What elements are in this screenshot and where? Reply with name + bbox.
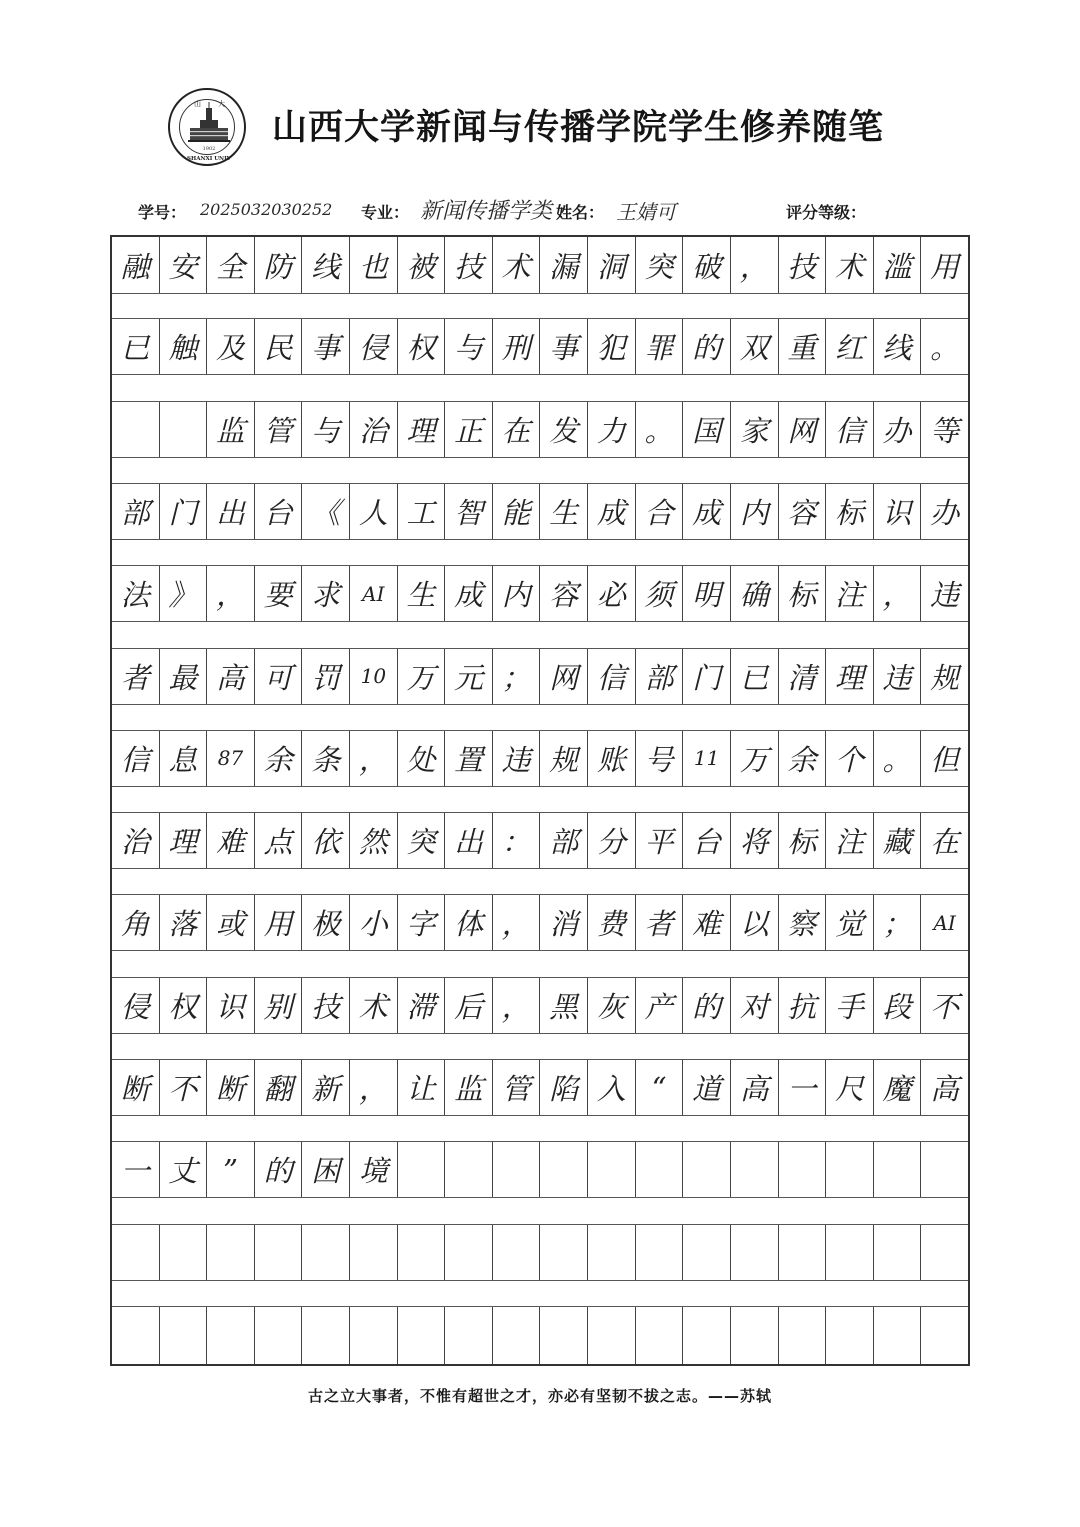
grid-cell[interactable] [398, 1225, 446, 1280]
grid-cell[interactable] [921, 1142, 968, 1197]
grid-row [112, 1306, 968, 1364]
grid-row [112, 894, 968, 951]
grid-cell[interactable]: 确 [731, 566, 779, 621]
grid-cell[interactable]: 事 [540, 319, 588, 374]
grid-cell[interactable]: 一 [779, 1060, 827, 1115]
grid-cell[interactable]: 已 [112, 319, 160, 374]
grid-cell[interactable]: 人 [350, 484, 398, 539]
grid-cell[interactable]: 罚 [302, 649, 350, 704]
major-label: 专业： [361, 203, 410, 222]
grid-row [112, 401, 968, 458]
grid-cell[interactable]: 。 [930, 331, 960, 366]
grid-cell[interactable]: 87 [207, 731, 255, 786]
grid-cell[interactable]: 理 [160, 813, 208, 868]
grid-cell[interactable]: 合 [636, 484, 684, 539]
grid-cell[interactable]: ； [493, 649, 541, 704]
grid-cell[interactable] [540, 1225, 588, 1280]
grid-cell[interactable] [588, 1225, 636, 1280]
grid-cell[interactable]: 。 [874, 731, 922, 786]
grid-cell[interactable]: 罪 [636, 319, 684, 374]
grid-cell[interactable]: 藏 [874, 813, 922, 868]
grid-row [112, 565, 968, 622]
grid-cell[interactable]: 全 [207, 237, 255, 293]
grid-cell[interactable]: 突 [636, 237, 684, 293]
writing-grid [110, 235, 970, 1366]
grid-cell[interactable] [921, 1307, 968, 1364]
grid-cell[interactable]: 角 [112, 895, 160, 950]
grid-cell[interactable]: 条 [302, 731, 350, 786]
grid-cell[interactable]: 滞 [398, 978, 446, 1033]
grid-cell[interactable]: ， [207, 566, 255, 621]
grid-cell[interactable]: “ [636, 1060, 684, 1115]
grid-cell[interactable]: 工 [398, 484, 446, 539]
grid-cell[interactable]: 识 [874, 484, 922, 539]
grid-cell[interactable]: 黑 [540, 978, 588, 1033]
grid-cell[interactable] [493, 1307, 541, 1364]
grid-cell[interactable]: 也 [350, 237, 398, 293]
grid-cell[interactable]: 部 [112, 484, 160, 539]
grid-cell[interactable] [112, 1307, 160, 1364]
major-field[interactable]: 新闻传播学类 [420, 199, 553, 224]
grid-cell[interactable]: 技 [779, 237, 827, 293]
grid-cell[interactable]: 门 [683, 649, 731, 704]
grid-cell[interactable] [636, 1142, 684, 1197]
grid-cell[interactable]: 内 [493, 566, 541, 621]
grid-cell[interactable]: 万 [398, 649, 446, 704]
grid-cell[interactable]: 别 [255, 978, 303, 1033]
grid-cell[interactable] [160, 1225, 208, 1280]
grid-cell[interactable]: 新 [302, 1060, 350, 1115]
grid-cell[interactable]: 但 [930, 742, 960, 777]
grid-cell[interactable] [636, 1225, 684, 1280]
grid-cell[interactable]: 平 [636, 813, 684, 868]
grid-cell[interactable]: 办 [874, 402, 922, 457]
grid-cell[interactable] [207, 1307, 255, 1364]
grid-cell[interactable] [160, 402, 208, 457]
grid-cell[interactable]: 权 [398, 319, 446, 374]
grid-cell[interactable]: 注 [826, 813, 874, 868]
grid-cell[interactable]: 管 [493, 1060, 541, 1115]
grid-cell[interactable] [302, 1307, 350, 1364]
grid-cell[interactable]: 监 [445, 1060, 493, 1115]
grid-cell[interactable] [445, 1142, 493, 1197]
grid-cell[interactable] [874, 1307, 922, 1364]
grid-cell[interactable]: 可 [255, 649, 303, 704]
grid-cell[interactable]: 灰 [588, 978, 636, 1033]
grid-cell[interactable]: 办 [930, 495, 960, 530]
grid-cell[interactable]: 不 [930, 989, 960, 1024]
grid-cell[interactable]: 》 [160, 566, 208, 621]
grid-cell[interactable]: 部 [540, 813, 588, 868]
grid-cell[interactable] [112, 1225, 160, 1280]
grid-row [112, 483, 968, 540]
grid-cell[interactable]: 小 [350, 895, 398, 950]
grid-cell[interactable]: 容 [540, 566, 588, 621]
university-logo [168, 88, 246, 166]
grid-cell[interactable]: ： [493, 813, 541, 868]
grid-cell[interactable] [921, 1225, 968, 1280]
grid-cell[interactable]: 点 [255, 813, 303, 868]
grid-cell[interactable]: 或 [207, 895, 255, 950]
grid-cell[interactable]: 治 [112, 813, 160, 868]
grid-cell[interactable]: ， [350, 1060, 398, 1115]
grid-cell[interactable] [826, 1225, 874, 1280]
grid-cell[interactable] [398, 1142, 446, 1197]
grid-cell[interactable]: 用 [930, 249, 960, 284]
grid-cell[interactable]: 信 [588, 649, 636, 704]
grid-cell[interactable]: 事 [302, 319, 350, 374]
grid-cell[interactable]: 高 [207, 649, 255, 704]
grid-cell[interactable]: 技 [445, 237, 493, 293]
grid-cell[interactable]: 将 [731, 813, 779, 868]
grid-cell[interactable]: 抗 [779, 978, 827, 1033]
grid-cell[interactable]: 出 [207, 484, 255, 539]
grid-cell[interactable]: 标 [826, 484, 874, 539]
grid-cell[interactable]: 网 [779, 402, 827, 457]
grid-cell[interactable]: 陷 [540, 1060, 588, 1115]
grid-cell[interactable]: 难 [683, 895, 731, 950]
grid-cell[interactable] [588, 1307, 636, 1364]
grid-cell[interactable]: 发 [540, 402, 588, 457]
grid-cell[interactable]: 线 [874, 319, 922, 374]
grid-cell[interactable]: 余 [779, 731, 827, 786]
grid-cell[interactable]: 网 [540, 649, 588, 704]
grid-cell[interactable]: 须 [636, 566, 684, 621]
grid-cell[interactable] [826, 1142, 874, 1197]
grid-cell[interactable] [493, 1225, 541, 1280]
building-icon [170, 90, 248, 168]
grid-cell[interactable] [779, 1142, 827, 1197]
grid-cell[interactable]: 突 [398, 813, 446, 868]
grid-cell[interactable]: 最 [160, 649, 208, 704]
grid-cell[interactable] [350, 1225, 398, 1280]
grid-cell[interactable] [445, 1307, 493, 1364]
grid-cell[interactable]: 成 [588, 484, 636, 539]
grid-cell[interactable]: 生 [398, 566, 446, 621]
grid-cell[interactable]: 然 [350, 813, 398, 868]
grid-cell[interactable]: 台 [683, 813, 731, 868]
grid-row [112, 812, 968, 869]
grid-cell[interactable] [350, 1307, 398, 1364]
grid-cell[interactable]: 分 [588, 813, 636, 868]
name-label: 姓名： [556, 203, 605, 222]
grid-cell[interactable]: 的 [683, 978, 731, 1033]
grid-cell[interactable]: 双 [731, 319, 779, 374]
grid-cell[interactable]: 在 [930, 825, 960, 860]
grid-cell[interactable]: 明 [683, 566, 731, 621]
grid-cell[interactable]: 者 [636, 895, 684, 950]
grid-cell[interactable]: 号 [636, 731, 684, 786]
grid-cell[interactable]: 台 [255, 484, 303, 539]
grid-cell[interactable]: 10 [350, 649, 398, 704]
grid-cell[interactable] [874, 1225, 922, 1280]
grid-cell[interactable] [302, 1225, 350, 1280]
grid-cell[interactable]: 规 [540, 731, 588, 786]
grid-cell[interactable] [255, 1225, 303, 1280]
grid-cell[interactable]: 注 [826, 566, 874, 621]
grid-cell[interactable]: ， [874, 566, 922, 621]
grid-cell[interactable]: 一 [112, 1142, 160, 1197]
grid-cell[interactable]: 觉 [826, 895, 874, 950]
grid-cell[interactable] [731, 1142, 779, 1197]
grid-cell[interactable] [731, 1225, 779, 1280]
grid-cell[interactable]: 国 [683, 402, 731, 457]
grid-cell[interactable]: 元 [445, 649, 493, 704]
grid-cell[interactable]: 消 [540, 895, 588, 950]
grid-cell[interactable]: 体 [445, 895, 493, 950]
grid-cell[interactable] [731, 1307, 779, 1364]
grid-row [112, 237, 968, 294]
grid-cell[interactable]: ， [493, 895, 541, 950]
grid-cell[interactable]: 监 [207, 402, 255, 457]
grid-cell[interactable]: 账 [588, 731, 636, 786]
grid-cell[interactable]: 高 [731, 1060, 779, 1115]
grid-cell[interactable] [112, 402, 160, 457]
grid-cell[interactable]: 安 [160, 237, 208, 293]
grid-cell[interactable]: 等 [930, 413, 960, 448]
grid-cell[interactable]: 治 [350, 402, 398, 457]
grid-cell[interactable]: 断 [112, 1060, 160, 1115]
grid-cell[interactable]: 察 [779, 895, 827, 950]
grid-cell[interactable]: 犯 [588, 319, 636, 374]
grid-row [112, 977, 968, 1034]
grid-cell[interactable]: 成 [683, 484, 731, 539]
grid-cell[interactable]: 漏 [540, 237, 588, 293]
grid-cell[interactable]: 与 [302, 402, 350, 457]
name-field[interactable]: 王婧可 [616, 200, 676, 224]
grid-cell[interactable]: 入 [588, 1060, 636, 1115]
grid-cell[interactable]: 智 [445, 484, 493, 539]
grid-cell[interactable] [636, 1307, 684, 1364]
grid-row [112, 1141, 968, 1198]
grid-cell[interactable]: 要 [255, 566, 303, 621]
svg-text:山: 山 [194, 100, 201, 108]
grid-cell[interactable] [826, 1307, 874, 1364]
grid-cell[interactable]: 信 [112, 731, 160, 786]
grid-cell[interactable] [588, 1142, 636, 1197]
grid-cell[interactable]: 违 [493, 731, 541, 786]
grid-cell[interactable]: AI [350, 566, 398, 621]
grid-cell[interactable] [207, 1225, 255, 1280]
grade-label: 评分等级： [786, 203, 867, 222]
svg-text:1902: 1902 [202, 146, 216, 152]
grid-cell[interactable]: 极 [302, 895, 350, 950]
grid-cell[interactable]: ， [731, 237, 779, 293]
grid-cell[interactable] [683, 1307, 731, 1364]
grid-cell[interactable]: 清 [779, 649, 827, 704]
grid-cell[interactable]: 法 [112, 566, 160, 621]
grid-cell[interactable] [683, 1142, 731, 1197]
grid-cell[interactable]: 让 [398, 1060, 446, 1115]
grid-cell[interactable]: 不 [160, 1060, 208, 1115]
grid-cell[interactable]: 对 [731, 978, 779, 1033]
grid-cell[interactable]: 家 [731, 402, 779, 457]
grid-cell[interactable]: 出 [445, 813, 493, 868]
grid-cell[interactable]: 断 [207, 1060, 255, 1115]
grid-cell[interactable]: 的 [683, 319, 731, 374]
grid-cell[interactable]: 用 [255, 895, 303, 950]
grid-cell[interactable]: 违 [930, 578, 960, 613]
grid-cell[interactable]: 理 [398, 402, 446, 457]
page-title: 山西大学新闻与传播学院学生修养随笔 [272, 107, 885, 148]
grid-cell[interactable] [874, 1142, 922, 1197]
grid-cell[interactable]: 在 [493, 402, 541, 457]
grid-cell[interactable]: 段 [874, 978, 922, 1033]
grid-cell[interactable]: 的 [255, 1142, 303, 1197]
grid-cell[interactable]: 管 [255, 402, 303, 457]
student-id-field[interactable]: 2025032030252 [200, 200, 333, 219]
grid-cell[interactable]: 标 [779, 813, 827, 868]
grid-cell[interactable]: 违 [874, 649, 922, 704]
svg-text:SHANXI UNIV: SHANXI UNIV [187, 156, 231, 162]
grid-cell[interactable]: 《 [302, 484, 350, 539]
grid-cell[interactable]: 内 [731, 484, 779, 539]
grid-cell[interactable]: 与 [445, 319, 493, 374]
grid-cell[interactable]: 信 [826, 402, 874, 457]
grid-row [112, 648, 968, 705]
grid-cell[interactable] [445, 1225, 493, 1280]
grid-cell[interactable]: 破 [683, 237, 731, 293]
grid-cell[interactable]: 红 [826, 319, 874, 374]
grid-cell[interactable]: 融 [112, 237, 160, 293]
grid-cell[interactable]: 丈 [160, 1142, 208, 1197]
grid-cell[interactable]: 刑 [493, 319, 541, 374]
grid-cell[interactable]: 魔 [874, 1060, 922, 1115]
grid-cell[interactable]: 落 [160, 895, 208, 950]
grid-cell[interactable]: 。 [636, 402, 684, 457]
grid-cell[interactable]: 余 [255, 731, 303, 786]
grid-cell[interactable]: 重 [779, 319, 827, 374]
grid-cell[interactable]: ， [493, 978, 541, 1033]
grid-cell[interactable]: 触 [160, 319, 208, 374]
grid-cell[interactable]: 产 [636, 978, 684, 1033]
grid-cell[interactable]: ， [350, 731, 398, 786]
grid-cell[interactable]: 费 [588, 895, 636, 950]
grid-cell[interactable]: 必 [588, 566, 636, 621]
grid-cell[interactable]: 难 [207, 813, 255, 868]
grid-cell[interactable]: 尺 [826, 1060, 874, 1115]
grid-cell[interactable] [683, 1225, 731, 1280]
grid-cell[interactable]: 术 [350, 978, 398, 1033]
grid-cell[interactable] [540, 1307, 588, 1364]
grid-cell[interactable]: 防 [255, 237, 303, 293]
grid-cell[interactable]: 能 [493, 484, 541, 539]
svg-text:大: 大 [218, 100, 225, 108]
grid-cell[interactable]: 容 [779, 484, 827, 539]
grid-cell[interactable]: ” [207, 1142, 255, 1197]
grid-cell[interactable]: 后 [445, 978, 493, 1033]
grid-cell[interactable] [493, 1142, 541, 1197]
grid-cell[interactable]: 规 [930, 660, 960, 695]
footer-quote: 古之立大事者，不惟有超世之才，亦必有坚韧不拔之志。——苏轼 [307, 1387, 772, 1405]
grid-cell[interactable]: ； [874, 895, 922, 950]
grid-cell[interactable]: 侵 [350, 319, 398, 374]
grid-cell[interactable]: 以 [731, 895, 779, 950]
grid-row [112, 318, 968, 375]
grid-row [112, 1224, 968, 1281]
grid-cell[interactable]: 术 [826, 237, 874, 293]
grid-cell[interactable]: 道 [683, 1060, 731, 1115]
grid-cell[interactable] [779, 1307, 827, 1364]
grid-cell[interactable]: 侵 [112, 978, 160, 1033]
student-info-row [138, 200, 938, 228]
grid-cell[interactable]: 生 [540, 484, 588, 539]
grid-cell[interactable]: 依 [302, 813, 350, 868]
grid-cell[interactable]: 洞 [588, 237, 636, 293]
student-id-label: 学号： [138, 203, 187, 222]
grid-cell[interactable]: 滥 [874, 237, 922, 293]
grid-cell[interactable]: 门 [160, 484, 208, 539]
grid-cell[interactable]: 字 [398, 895, 446, 950]
grid-cell[interactable]: 部 [636, 649, 684, 704]
grid-cell[interactable]: 力 [588, 402, 636, 457]
grid-cell[interactable]: 及 [207, 319, 255, 374]
grid-cell[interactable]: AI [933, 910, 956, 935]
grid-cell[interactable]: 个 [826, 731, 874, 786]
grid-cell[interactable] [160, 1307, 208, 1364]
grid-row [112, 1059, 968, 1116]
grid-cell[interactable]: 已 [731, 649, 779, 704]
grid-cell[interactable]: 识 [207, 978, 255, 1033]
grid-cell[interactable]: 置 [445, 731, 493, 786]
grid-cell[interactable]: 高 [930, 1072, 960, 1106]
grid-cell[interactable]: 求 [302, 566, 350, 621]
grid-cell[interactable]: 标 [779, 566, 827, 621]
grid-cell[interactable] [398, 1307, 446, 1364]
grid-cell[interactable]: 万 [731, 731, 779, 786]
grid-cell[interactable]: 成 [445, 566, 493, 621]
grid-cell[interactable]: 处 [398, 731, 446, 786]
grid-cell[interactable] [779, 1225, 827, 1280]
grid-cell[interactable] [540, 1142, 588, 1197]
grid-cell[interactable]: 技 [302, 978, 350, 1033]
grid-row [112, 730, 968, 787]
grid-cell[interactable]: 者 [112, 649, 160, 704]
grid-cell[interactable]: 理 [826, 649, 874, 704]
grid-cell[interactable]: 正 [445, 402, 493, 457]
grid-cell[interactable]: 权 [160, 978, 208, 1033]
grid-cell[interactable]: 境 [350, 1142, 398, 1197]
grid-cell[interactable]: 被 [398, 237, 446, 293]
grid-cell[interactable]: 息 [160, 731, 208, 786]
grid-cell[interactable]: 线 [302, 237, 350, 293]
grid-cell[interactable]: 手 [826, 978, 874, 1033]
grid-cell[interactable]: 11 [683, 731, 731, 786]
grid-cell[interactable] [255, 1307, 303, 1364]
grid-cell[interactable]: 民 [255, 319, 303, 374]
grid-cell[interactable]: 困 [302, 1142, 350, 1197]
grid-cell[interactable]: 术 [493, 237, 541, 293]
grid-cell[interactable]: 翻 [255, 1060, 303, 1115]
